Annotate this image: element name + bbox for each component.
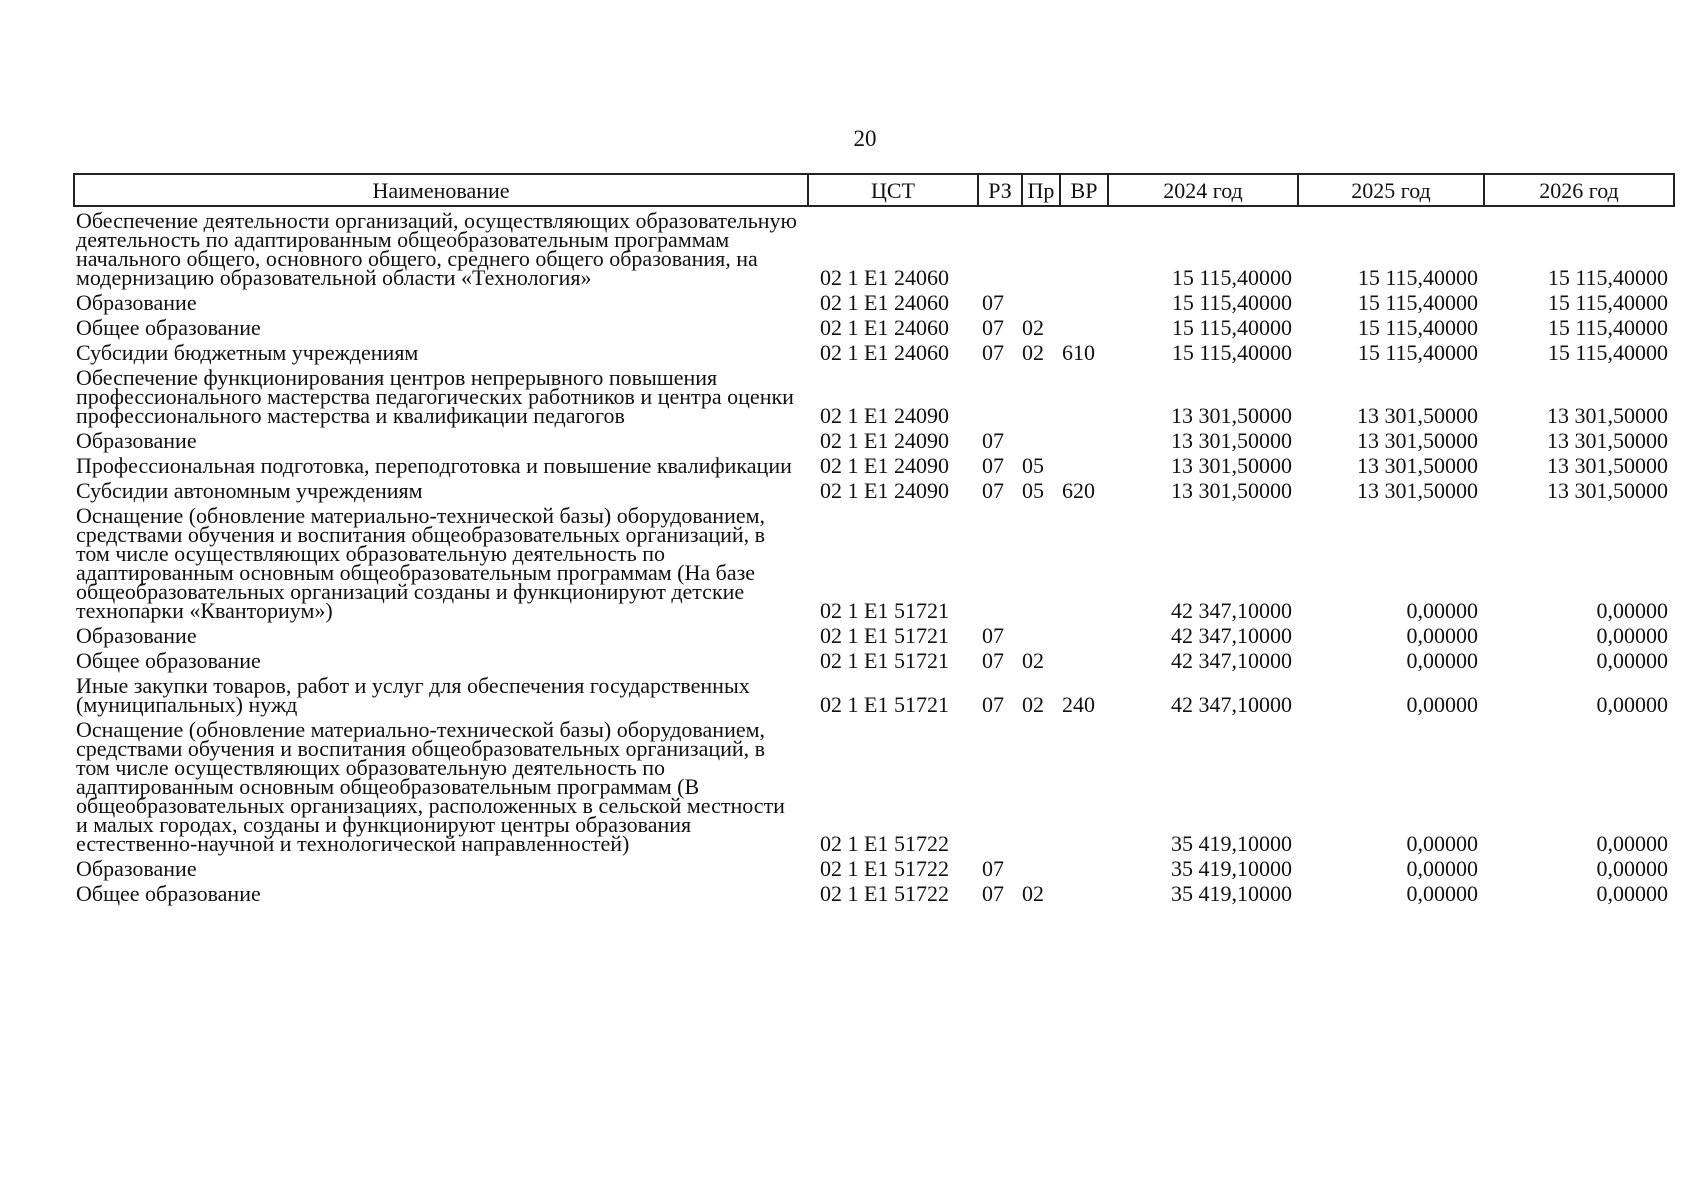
cell-rz: 07 <box>982 648 1004 672</box>
cell-vr <box>1060 647 1108 672</box>
header-row <box>74 174 1674 206</box>
cell-2025: 13 301,50000 <box>1357 428 1478 452</box>
cell-2026: 0,00000 <box>1596 831 1668 855</box>
cell-2024: 35 419,10000 <box>1171 856 1292 880</box>
cell-vr <box>1060 289 1108 314</box>
table-row <box>74 339 1674 364</box>
cell-vr <box>1060 622 1108 647</box>
cell-vr <box>1060 314 1108 339</box>
cell-pr <box>1022 206 1060 289</box>
cell-pr <box>1022 427 1060 452</box>
cell-2026: 15 115,40000 <box>1547 265 1668 289</box>
cell-2026: 0,00000 <box>1596 856 1668 880</box>
table-row <box>74 622 1674 647</box>
cell-cst: 02 1 E1 51721 <box>820 648 949 672</box>
cell-vr <box>1060 502 1108 622</box>
cell-name: Профессиональная подготовка, переподготовка и повышение квалификации <box>76 453 792 478</box>
cell-pr: 05 <box>1022 453 1044 477</box>
cell-name: Оснащение (обновление материально-технической базы) оборудованием, средствами обучения и воспитания общеобразовательных организаций, в том числе осуществляющих образовательную деятельность по адаптированным основным общеобразовательным программам (На базе общеобразовательных организаций созданы и функционируют детские технопарки «Кванториум») <box>76 503 766 623</box>
cell-pr <box>1022 289 1060 314</box>
cell-2025: 0,00000 <box>1406 623 1478 647</box>
cell-2026: 0,00000 <box>1596 881 1668 905</box>
cell-rz: 07 <box>982 453 1004 477</box>
table-row <box>74 206 1674 289</box>
cell-rz: 07 <box>982 428 1004 452</box>
header-rz: РЗ <box>978 174 1022 206</box>
cell-name: Субсидии бюджетным учреждениям <box>76 340 419 365</box>
cell-2026: 13 301,50000 <box>1547 453 1668 477</box>
cell-name: Обеспечение функционирования центров непрерывного повышения профессионального мастерства педагогических работников и центра оценки профессионального мастерства и квалификации педагогов <box>76 365 794 428</box>
table-row <box>74 880 1674 905</box>
header-2024: 2024 год <box>1108 174 1298 206</box>
table-row <box>74 855 1674 880</box>
cell-vr: 620 <box>1062 478 1095 502</box>
cell-pr: 05 <box>1022 478 1044 502</box>
cell-2024: 15 115,40000 <box>1171 290 1292 314</box>
cell-pr: 02 <box>1022 315 1044 339</box>
cell-pr <box>1022 855 1060 880</box>
table-row <box>74 647 1674 672</box>
cell-rz: 07 <box>982 881 1004 905</box>
cell-rz: 07 <box>982 315 1004 339</box>
cell-2026: 15 115,40000 <box>1547 290 1668 314</box>
table-row <box>74 502 1674 622</box>
cell-name: Образование <box>76 623 197 648</box>
cell-2026: 0,00000 <box>1596 648 1668 672</box>
cell-2024: 42 347,10000 <box>1171 623 1292 647</box>
cell-name: Иные закупки товаров, работ и услуг для обеспечения государственных (муниципальных) нужд <box>76 673 750 717</box>
cell-vr <box>1060 427 1108 452</box>
cell-cst: 02 1 E1 51721 <box>820 598 949 622</box>
cell-vr: 610 <box>1062 340 1095 364</box>
header-vr: ВР <box>1060 174 1108 206</box>
cell-2026: 0,00000 <box>1596 623 1668 647</box>
cell-pr: 02 <box>1022 340 1044 364</box>
cell-2026: 13 301,50000 <box>1547 478 1668 502</box>
cell-2024: 42 347,10000 <box>1171 692 1292 716</box>
cell-vr <box>1060 880 1108 905</box>
cell-2024: 13 301,50000 <box>1171 478 1292 502</box>
cell-cst: 02 1 E1 24060 <box>820 340 949 364</box>
cell-vr <box>1060 716 1108 855</box>
cell-2026: 13 301,50000 <box>1547 403 1668 427</box>
cell-2024: 42 347,10000 <box>1171 648 1292 672</box>
cell-cst: 02 1 E1 51721 <box>820 692 949 716</box>
cell-rz: 07 <box>982 692 1004 716</box>
header-name: Наименование <box>74 174 808 206</box>
cell-2026: 13 301,50000 <box>1547 428 1668 452</box>
cell-cst: 02 1 E1 24090 <box>820 428 949 452</box>
cell-cst: 02 1 E1 24060 <box>820 265 949 289</box>
cell-2025: 13 301,50000 <box>1357 453 1478 477</box>
table-row <box>74 289 1674 314</box>
cell-rz <box>978 364 1022 427</box>
cell-rz: 07 <box>982 340 1004 364</box>
cell-pr <box>1022 364 1060 427</box>
cell-rz: 07 <box>982 478 1004 502</box>
cell-2025: 15 115,40000 <box>1357 340 1478 364</box>
cell-2024: 13 301,50000 <box>1171 403 1292 427</box>
cell-2024: 35 419,10000 <box>1171 831 1292 855</box>
cell-cst: 02 1 E1 24090 <box>820 403 949 427</box>
header-2025: 2025 год <box>1298 174 1484 206</box>
cell-pr: 02 <box>1022 881 1044 905</box>
cell-cst: 02 1 E1 51722 <box>820 881 949 905</box>
cell-rz <box>978 502 1022 622</box>
cell-2025: 15 115,40000 <box>1357 265 1478 289</box>
cell-vr <box>1060 452 1108 477</box>
cell-name: Общее образование <box>76 315 261 340</box>
cell-2025: 13 301,50000 <box>1357 478 1478 502</box>
table-header <box>74 174 1674 206</box>
table-row <box>74 477 1674 502</box>
cell-name: Субсидии автономным учреждениям <box>76 478 423 503</box>
cell-rz <box>978 716 1022 855</box>
header-cst: ЦСТ <box>808 174 978 206</box>
cell-pr <box>1022 716 1060 855</box>
cell-name: Образование <box>76 290 197 315</box>
table-row <box>74 364 1674 427</box>
cell-2025: 15 115,40000 <box>1357 315 1478 339</box>
cell-cst: 02 1 E1 24090 <box>820 478 949 502</box>
cell-cst: 02 1 E1 24060 <box>820 315 949 339</box>
cell-cst: 02 1 E1 51722 <box>820 831 949 855</box>
cell-2025: 15 115,40000 <box>1357 290 1478 314</box>
cell-name: Общее образование <box>76 881 261 906</box>
cell-cst: 02 1 E1 51722 <box>820 856 949 880</box>
cell-2024: 42 347,10000 <box>1171 598 1292 622</box>
cell-vr <box>1060 364 1108 427</box>
cell-2024: 15 115,40000 <box>1171 265 1292 289</box>
cell-rz: 07 <box>982 856 1004 880</box>
cell-2024: 15 115,40000 <box>1171 315 1292 339</box>
cell-vr: 240 <box>1062 692 1095 716</box>
cell-pr <box>1022 502 1060 622</box>
page-number: 20 <box>853 126 877 151</box>
cell-2026: 15 115,40000 <box>1547 340 1668 364</box>
cell-rz <box>978 206 1022 289</box>
table-row <box>74 427 1674 452</box>
cell-name: Обеспечение деятельности организаций, осуществляющих образовательную деятельность по адаптированным общеобразовательным программам начального общего, основного общего, среднего общего образования, на модернизацию образовательной области «Технология» <box>76 208 797 290</box>
cell-pr: 02 <box>1022 648 1044 672</box>
cell-2024: 13 301,50000 <box>1171 453 1292 477</box>
cell-name: Оснащение (обновление материально-технической базы) оборудованием, средствами обучения и воспитания общеобразовательных организаций, в том числе осуществляющих образовательную деятельность по адаптированным основным общеобразовательным программам (В общеобразовательных организациях, расположенных в сельской местности и малых городах, созданы и функционируют центры образования естественно-научной и технологической направленностей) <box>76 717 785 856</box>
cell-cst: 02 1 E1 24060 <box>820 290 949 314</box>
header-pr: Пр <box>1022 174 1060 206</box>
cell-2025: 0,00000 <box>1406 598 1478 622</box>
cell-2025: 0,00000 <box>1406 648 1478 672</box>
cell-name: Общее образование <box>76 648 261 673</box>
cell-cst: 02 1 E1 51721 <box>820 623 949 647</box>
cell-2025: 0,00000 <box>1406 856 1478 880</box>
budget-table <box>73 173 1675 905</box>
cell-2024: 13 301,50000 <box>1171 428 1292 452</box>
cell-rz: 07 <box>982 290 1004 314</box>
cell-vr <box>1060 206 1108 289</box>
cell-2025: 0,00000 <box>1406 831 1478 855</box>
cell-2025: 13 301,50000 <box>1357 403 1478 427</box>
header-2026: 2026 год <box>1484 174 1674 206</box>
cell-2025: 0,00000 <box>1406 881 1478 905</box>
cell-pr <box>1022 622 1060 647</box>
cell-name: Образование <box>76 428 197 453</box>
cell-cst: 02 1 E1 24090 <box>820 453 949 477</box>
cell-2026: 15 115,40000 <box>1547 315 1668 339</box>
table-row <box>74 314 1674 339</box>
table-body <box>74 206 1674 905</box>
cell-pr: 02 <box>1022 692 1044 716</box>
cell-2025: 0,00000 <box>1406 692 1478 716</box>
cell-name: Образование <box>76 856 197 881</box>
table-row <box>74 452 1674 477</box>
table-row <box>74 672 1674 716</box>
cell-2026: 0,00000 <box>1596 598 1668 622</box>
table-row <box>74 716 1674 855</box>
cell-rz: 07 <box>982 623 1004 647</box>
cell-2024: 35 419,10000 <box>1171 881 1292 905</box>
cell-2024: 15 115,40000 <box>1171 340 1292 364</box>
cell-2026: 0,00000 <box>1596 692 1668 716</box>
cell-vr <box>1060 855 1108 880</box>
